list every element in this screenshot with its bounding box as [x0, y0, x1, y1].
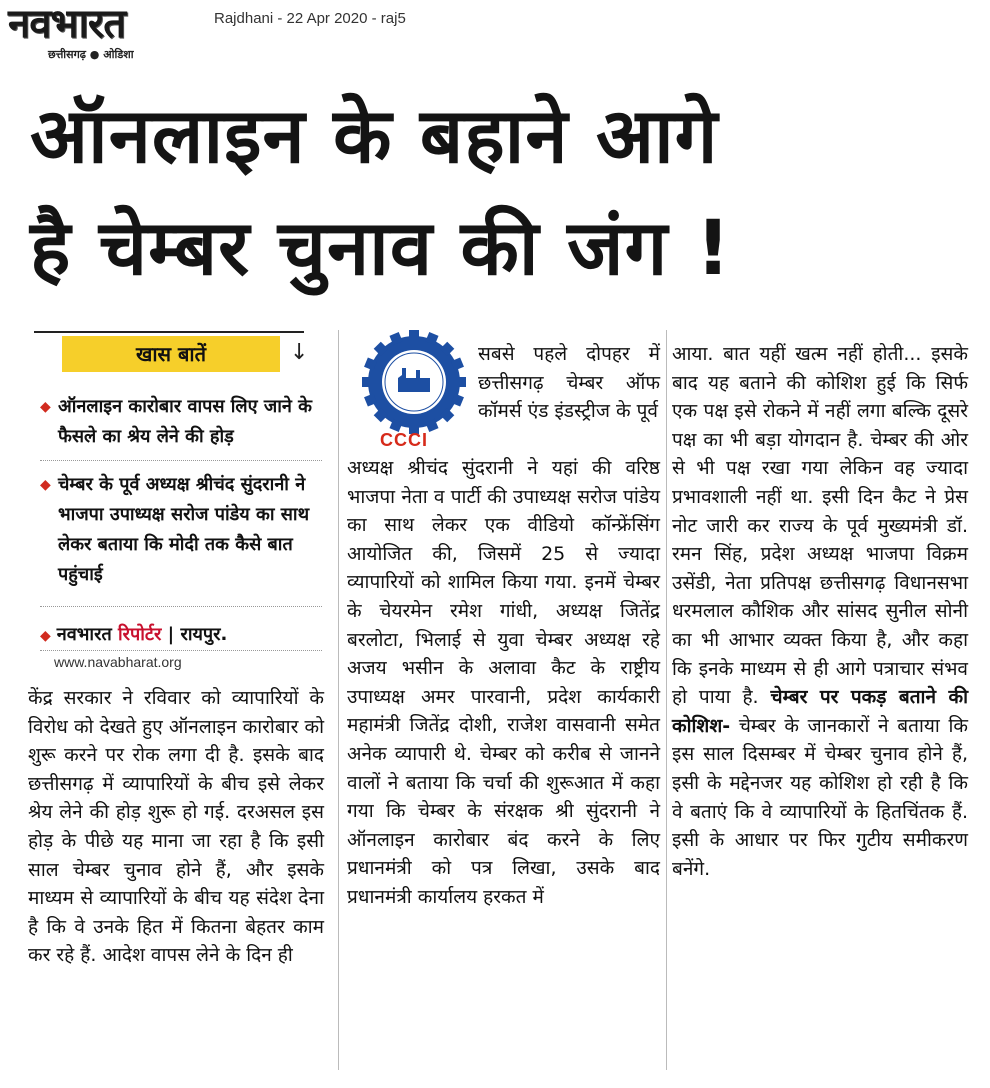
highlights-rule [34, 331, 304, 333]
divider [40, 650, 322, 651]
logo-text: नवभारत [8, 1, 126, 47]
article-column-3 [672, 340, 968, 883]
highlight-item: ◆ ऑनलाइन कारोबार वापस लिए जाने के फैसले का श्रेय लेने की होड़ [40, 392, 328, 452]
arrow-down-icon: ↓ [290, 340, 309, 365]
byline-city: रायपुर. [180, 624, 228, 645]
diamond-bullet-icon: ◆ [40, 628, 51, 644]
headline-line-1: ऑनलाइन के बहाने आगे [30, 91, 719, 180]
byline-paper: नवभारत [56, 624, 112, 645]
article-column-3-text: आया. बात यहीं खत्म नहीं होती... इसके बाद यह बताने की कोशिश हुई कि सिर्फ एक पक्ष इसे रोकने में नहीं लगा बल्कि दूसरे पक्ष का भी बड़ा योगदान है. चेम्बर की ओर से भी पक्ष रखा गया लेकिन वह ज्यादा प्रभावशाली नहीं था. इसी दिन कैट ने प्रेस नोट जारी कर राज्य के पूर्व मुख्यमंत्री डॉ. रमन सिंह, प्रदेश अध्यक्ष भाजपा विक्रम उसेंडी, नेता प्रतिपक्ष छत्तीसगढ़ विधानसभा धरमलाल कौशिक और सांसद सुनील सोनी का भी आभार व्यक्त किया है, और कहा कि इनके माध्यम से ही आगे पत्राचार संभव हो पाया है. [672, 343, 968, 709]
diamond-bullet-icon: ◆ [40, 477, 51, 493]
ccci-label: CCCI [380, 430, 428, 450]
gear-icon [362, 330, 466, 434]
highlights-title: खास बातें [62, 336, 280, 372]
headline-line-2: है चेम्बर चुनाव की जंग ! [30, 203, 732, 292]
logo-subtitle: छत्तीसगढ़ ● ओडिशा [48, 48, 134, 61]
article-column-2: अध्यक्ष श्रीचंद सुंदरानी ने यहां की वरिष्ठ भाजपा नेता व पार्टी की उपाध्यक्ष सरोज पांडेय का साथ लेकर एक वीडियो कॉन्फ्रेंसिंग आयोजित की, जिसमें 25 से ज्यादा व्यापारियों को शामिल किया गया. इनमें चेम्बर के चेयरमेन रमेश गांधी, अध्यक्ष जितेंद्र बरलोटा, भिलाई से युवा चेम्बर अध्यक्ष रहे अजय भसीन के अलावा कैट के राष्ट्रीय उपाध्यक्ष अमर पारवानी, प्रदेश कार्यकारी महामंत्री जितेंद्र दोशी, राजेश वासवानी समेत अनेक व्यापारी थे. चेम्बर को करीब से जानने वालों ने बताया कि चर्चा की शुरूआत में कहा गया कि चेम्बर के संरक्षक श्री सुंदरानी ने ऑनलाइन कारोबार बंद करने के लिए प्रधानमंत्री को पत्र लिखा, उसके बाद प्रधानमंत्री कार्यालय हरकत में [347, 457, 660, 908]
article-column-2-top: सबसे पहले दोपहर में छत्तीसगढ़ चेम्बर ऑफ कॉमर्स एंड इंडस्ट्रीज के पूर्व [478, 343, 660, 423]
masthead [0, 0, 990, 64]
article-column-3-text-b: चेम्बर के जानकारों ने बताया कि इस साल दिसम्बर में चेम्बर चुनाव होने हैं, इसी के मद्देनजर यह कोशिश हो रही है कि वे बताएं कि वे व्यापारियों के हितचिंतक हैं. इसी के आधार पर फिर गुटीय समीकरण बनेंगे. [672, 714, 968, 880]
newspaper-logo [4, 2, 198, 62]
column-divider [338, 330, 339, 1070]
byline: ◆ नवभारत रिपोर्टर | रायपुर. [40, 624, 228, 645]
article-column-1: केंद्र सरकार ने रविवार को व्यापारियों के विरोध को देखते हुए ऑनलाइन कारोबार को शुरू करने पर रोक लगा दी है. इसके बाद छत्तीसगढ़ में व्यापारियों के बीच इसे लेकर श्रेय लेने की होड़ शुरू हो गई. दरअसल इस होड़ के पीछे यह माना जा रहा है कि इसी साल चेम्बर चुनाव होने हैं, और इसके माध्यम से व्यापारियों के बीच यह संदेश देना है कि वे उनके हित में कितना बेहतर काम कर रहे हैं. आदेश वापस लेने के दिन ही [28, 687, 324, 967]
divider [40, 606, 322, 607]
highlight-item: ◆ चेम्बर के पूर्व अध्यक्ष श्रीचंद सुंदरानी ने भाजपा उपाध्यक्ष सरोज पांडेय का साथ लेकर बताया कि मोदी तक कैसे बात पहुंचाई [40, 470, 328, 590]
divider [40, 460, 322, 461]
diamond-bullet-icon: ◆ [40, 399, 51, 415]
headline [30, 80, 970, 304]
byline-role: रिपोर्टर [118, 624, 162, 645]
article-subhead: चेम्बर पर पकड़ बताने की कोशिश- [672, 686, 969, 737]
website-link[interactable]: www.navabharat.org [54, 654, 182, 670]
edition-info: Rajdhani - 22 Apr 2020 - raj5 [214, 10, 406, 27]
column-divider [666, 330, 667, 1070]
